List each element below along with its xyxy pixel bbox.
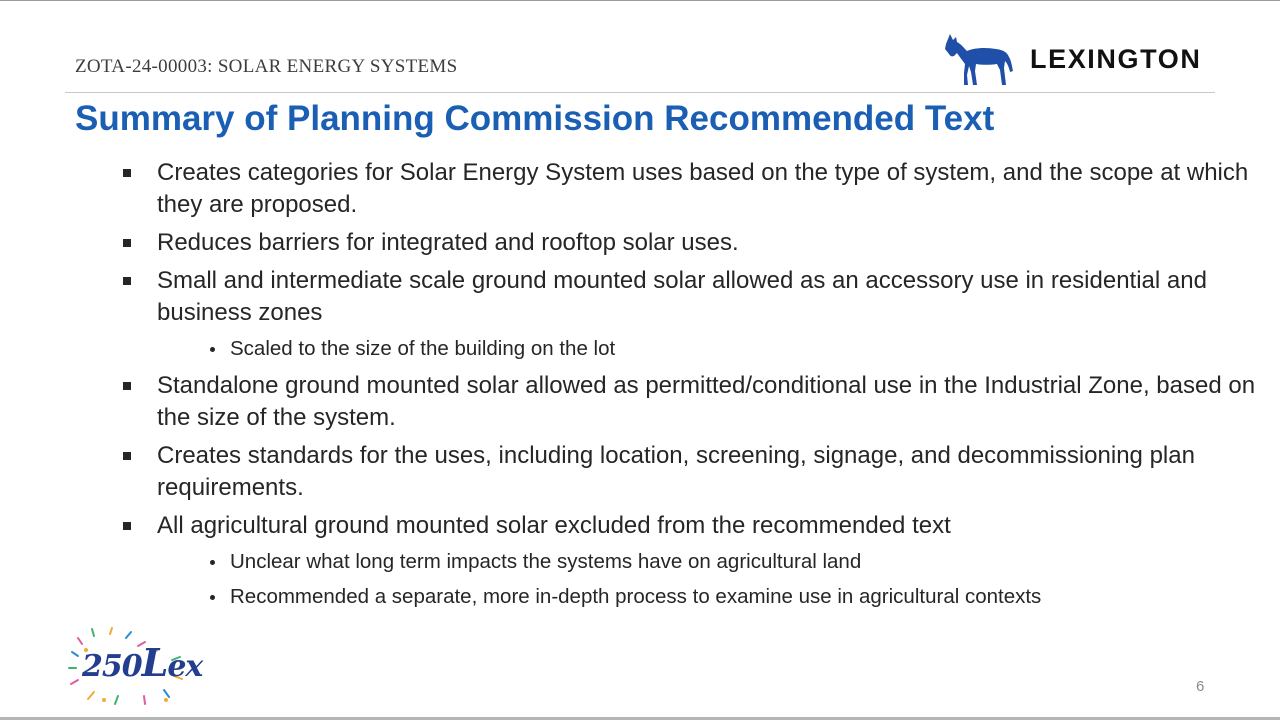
square-bullet-icon (123, 169, 131, 177)
bullet-text: Standalone ground mounted solar allowed as permitted/conditional use in the Industrial Zone, based on the size of the system. (157, 372, 1256, 431)
bullet-text: Creates categories for Solar Energy System uses based on the type of system, and the scope at which they are proposed. (157, 159, 1249, 218)
250-lex-logo (68, 626, 203, 706)
dot-bullet-icon (210, 560, 215, 565)
bullet-item (120, 370, 1260, 434)
bullet-list (120, 157, 1260, 618)
bullet-text: All agricultural ground mounted solar excluded from the recommended text (157, 512, 951, 539)
sub-bullet-text: Recommended a separate, more in-depth process to examine use in agricultural contexts (230, 585, 1042, 608)
sub-bullet-item (200, 583, 1260, 611)
horse-icon (940, 30, 1020, 88)
bullet-text: Creates standards for the uses, including location, screening, signage, and decommissioning plan requirements. (157, 442, 1195, 501)
square-bullet-icon (123, 382, 131, 390)
bullet-item (120, 157, 1260, 221)
bullet-item (120, 440, 1260, 504)
page-number: 6 (1196, 678, 1205, 695)
document-code: ZOTA-24-00003: SOLAR ENERGY SYSTEMS (75, 56, 458, 77)
brand-name: LEXINGTON (1030, 44, 1202, 74)
bullet-text: Reduces barriers for integrated and rooftop solar uses. (157, 229, 739, 256)
dot-bullet-icon (210, 595, 215, 600)
dot-bullet-icon (210, 347, 215, 352)
sub-bullet-item (200, 335, 1260, 363)
square-bullet-icon (123, 239, 131, 247)
sub-bullet-text: Scaled to the size of the building on the lot (230, 337, 616, 360)
250-lex-wordmark: 250Lex (82, 640, 203, 685)
bullet-item (120, 265, 1260, 329)
square-bullet-icon (123, 277, 131, 285)
sub-bullet-text: Unclear what long term impacts the systems have on agricultural land (230, 550, 862, 573)
square-bullet-icon (123, 452, 131, 460)
bullet-item (120, 227, 1260, 259)
slide-title: Summary of Planning Commission Recommended Text (75, 99, 995, 138)
lexington-logo (940, 30, 1220, 88)
bullet-text: Small and intermediate scale ground mounted solar allowed as an accessory use in residential and business zones (157, 267, 1207, 326)
header-divider (65, 92, 1215, 93)
sub-bullet-item (200, 548, 1260, 576)
square-bullet-icon (123, 522, 131, 530)
top-border (0, 0, 1280, 1)
bullet-item (120, 510, 1260, 542)
